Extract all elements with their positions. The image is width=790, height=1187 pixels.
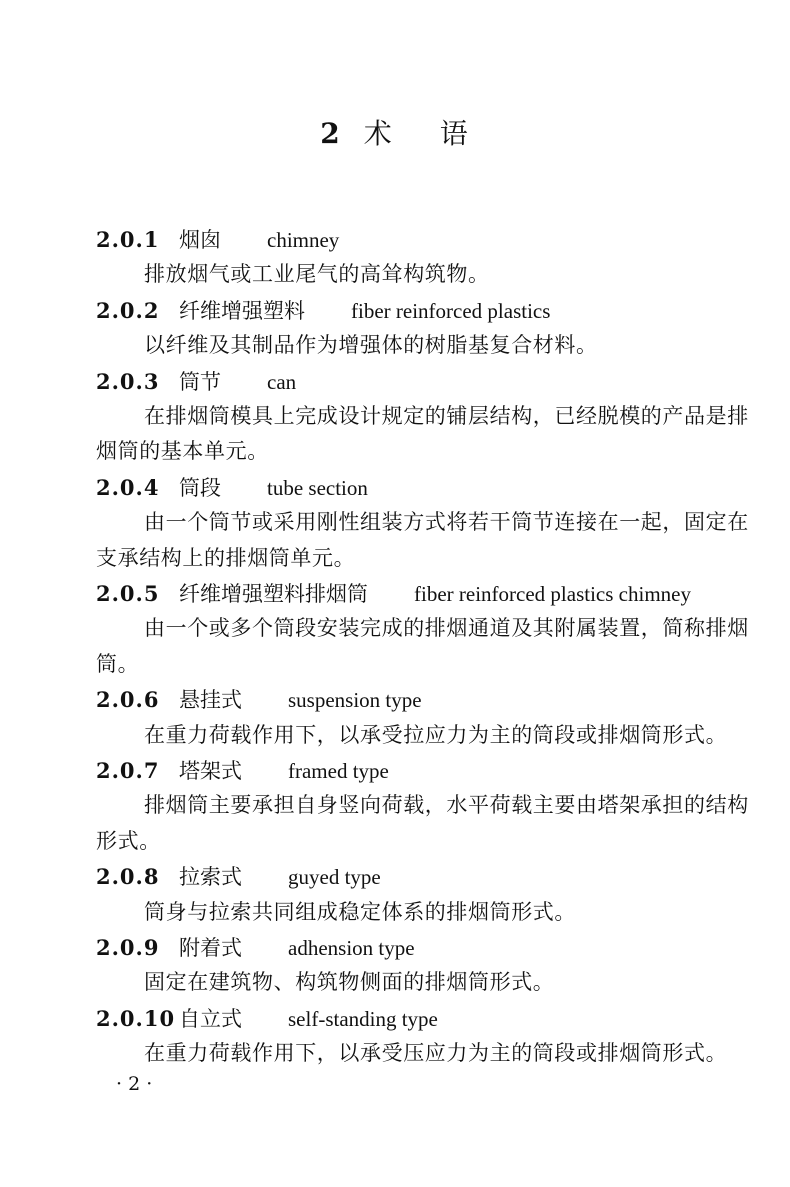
term-entry bbox=[96, 222, 760, 293]
term-entry bbox=[96, 682, 760, 753]
term-header bbox=[96, 930, 760, 965]
page-number: · 2 · bbox=[116, 1073, 153, 1095]
term-header bbox=[96, 222, 760, 257]
term-header bbox=[96, 364, 760, 399]
term-chinese: 拉索式 bbox=[179, 865, 242, 890]
term-english: adhension type bbox=[288, 936, 415, 960]
term-entry bbox=[96, 859, 760, 930]
term-number: 2.0.1 bbox=[96, 227, 160, 252]
term-entry bbox=[96, 1001, 760, 1072]
term-definition: 固定在建筑物、构筑物侧面的排烟筒形式。 bbox=[144, 970, 555, 995]
term-chinese: 烟囱 bbox=[179, 228, 221, 252]
term-number: 2.0.6 bbox=[96, 687, 160, 713]
term-english: suspension type bbox=[288, 688, 422, 713]
term-chinese: 纤维增强塑料排烟筒 bbox=[179, 582, 368, 606]
term-definition: 排烟筒主要承担自身竖向荷载，水平荷载主要由塔架承担的结构形式。 bbox=[96, 793, 749, 853]
term-number: 2.0.2 bbox=[96, 297, 160, 323]
term-english: guyed type bbox=[288, 865, 381, 890]
term-english: self-standing type bbox=[288, 1006, 438, 1031]
term-english: framed type bbox=[288, 759, 389, 783]
term-entry bbox=[96, 470, 760, 576]
term-number: 2.0.3 bbox=[96, 368, 160, 394]
term-english: tube section bbox=[267, 475, 368, 500]
term-header bbox=[96, 576, 760, 611]
term-definition: 在排烟筒模具上完成设计规定的铺层结构，已经脱模的产品是排烟筒的基本单元。 bbox=[96, 403, 749, 464]
term-definition: 在重力荷载作用下，以承受压应力为主的筒段或排烟筒形式。 bbox=[144, 1041, 728, 1066]
section-title bbox=[0, 112, 790, 152]
section-title-part1: 术 bbox=[363, 117, 394, 150]
term-definition: 由一个筒节或采用刚性组装方式将若干筒节连接在一起，固定在支承结构上的排烟筒单元。 bbox=[96, 510, 749, 570]
term-english: fiber reinforced plastics bbox=[351, 298, 551, 323]
term-number: 2.0.10 bbox=[96, 1005, 176, 1031]
term-entry bbox=[96, 293, 760, 364]
term-chinese: 悬挂式 bbox=[179, 688, 242, 713]
section-number: 2 bbox=[320, 117, 342, 150]
term-entry bbox=[96, 930, 760, 1001]
term-chinese: 塔架式 bbox=[179, 759, 242, 783]
term-header bbox=[96, 753, 760, 788]
term-header bbox=[96, 470, 760, 505]
term-english: can bbox=[267, 369, 297, 394]
section-title-part2: 语 bbox=[439, 117, 470, 150]
term-entry bbox=[96, 576, 760, 682]
term-chinese: 自立式 bbox=[179, 1006, 242, 1031]
term-entry bbox=[96, 364, 760, 470]
term-definition: 排放烟气或工业尾气的高耸构筑物。 bbox=[144, 262, 490, 287]
term-header bbox=[96, 682, 760, 717]
term-number: 2.0.7 bbox=[96, 758, 160, 783]
term-definition: 由一个或多个筒段安装完成的排烟通道及其附属装置，简称排烟筒。 bbox=[96, 616, 749, 676]
term-number: 2.0.9 bbox=[96, 935, 160, 960]
term-header bbox=[96, 859, 760, 894]
term-chinese: 纤维增强塑料 bbox=[179, 298, 305, 323]
term-header bbox=[96, 1001, 760, 1036]
terms-list bbox=[96, 222, 760, 1072]
term-definition: 以纤维及其制品作为增强体的树脂基复合材料。 bbox=[144, 333, 598, 358]
term-chinese: 筒段 bbox=[179, 475, 221, 500]
term-definition: 在重力荷载作用下，以承受拉应力为主的筒段或排烟筒形式。 bbox=[144, 722, 728, 747]
term-number: 2.0.5 bbox=[96, 581, 160, 606]
term-number: 2.0.4 bbox=[96, 474, 160, 500]
term-definition: 筒身与拉索共同组成稳定体系的排烟筒形式。 bbox=[144, 899, 576, 924]
term-english: chimney bbox=[267, 228, 340, 252]
term-header bbox=[96, 293, 760, 328]
term-chinese: 筒节 bbox=[179, 369, 221, 394]
term-entry bbox=[96, 753, 760, 859]
term-english: fiber reinforced plastics chimney bbox=[414, 582, 691, 606]
term-number: 2.0.8 bbox=[96, 864, 160, 890]
term-chinese: 附着式 bbox=[179, 936, 242, 960]
